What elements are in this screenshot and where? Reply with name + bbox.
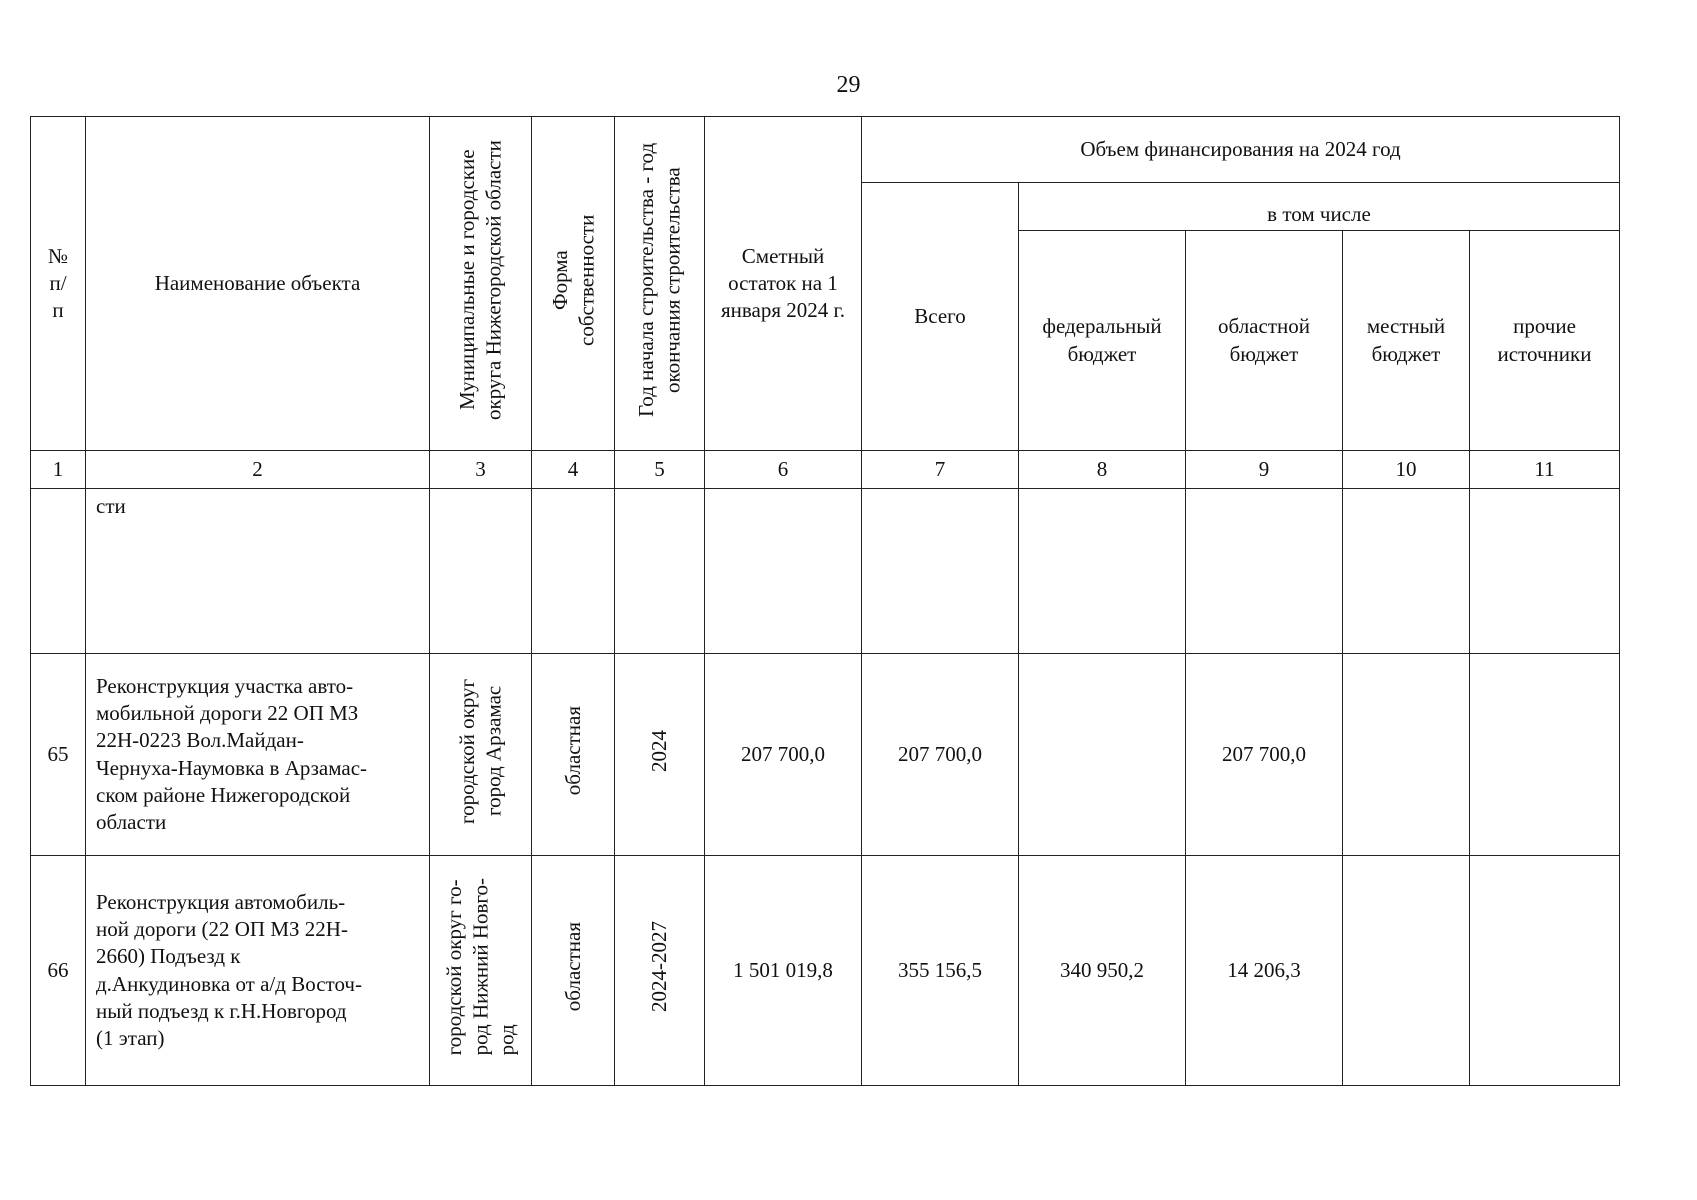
header-other-label: прочие источники [1497,314,1592,366]
header-including-group [1019,183,1620,231]
page-number: 29 [836,72,861,98]
continuation-cell [862,489,1019,654]
regional-value: 207 700,0 [1186,654,1343,856]
total-value: 207 700,0 [862,654,1019,856]
row-num: 66 [31,856,86,1086]
continuation-cell [430,489,532,654]
column-number: 7 [862,451,1019,489]
years-cell [615,856,705,1086]
header-regional [1186,231,1343,451]
column-numbers-row [31,451,1620,489]
continuation-cell [532,489,615,654]
ownership-cell [532,654,615,856]
table-row [31,856,1620,1086]
header-years [615,117,705,451]
continuation-cell [1470,489,1620,654]
row-num: 65 [31,654,86,856]
years-cell [615,654,705,856]
column-number: 5 [615,451,705,489]
header-ownership [532,117,615,451]
header-local [1343,231,1470,451]
column-number: 2 [86,451,430,489]
header-num-label: № п/ п [47,243,69,323]
column-number: 4 [532,451,615,489]
object-name-text: Реконструкция автомобиль- ной дороги (22 ОП МЗ 22Н- 2660) Подъезд к д.Анкудиновка от а/д Восточ- ный подъезд к г.Н.Новгород (1 этап) [96,889,362,1051]
local-value [1343,856,1470,1086]
header-total-label: Всего [914,303,966,328]
continuation-num-cell [31,489,86,654]
continuation-row [31,489,1620,654]
header-funding-group-label: Объем финансирования на 2024 год [1080,136,1401,161]
continuation-cell [1019,489,1186,654]
header-name-label: Наименование объекта [154,270,361,295]
column-number: 1 [31,451,86,489]
header-estimate-label: Сметный остаток на 1 января 2024 г. [720,243,845,323]
municipality-cell [430,654,532,856]
header-estimate [705,117,862,451]
municipality-cell [430,856,532,1086]
construction-objects-table [30,116,1620,1086]
federal-value [1019,654,1186,856]
object-name [86,654,430,856]
estimate-value: 1 501 019,8 [705,856,862,1086]
header-local-label: местный бюджет [1366,314,1446,366]
column-number: 11 [1470,451,1620,489]
header-row-1 [31,117,1620,183]
municipality-text: городской округ го- род Нижний Новго- род [442,878,519,1056]
column-number: 3 [430,451,532,489]
header-name [86,117,430,451]
total-value: 355 156,5 [862,856,1019,1086]
header-funding-group [862,117,1620,183]
header-municipality [430,117,532,451]
continuation-cell [615,489,705,654]
header-ownership-label: Форма собственности [547,214,598,346]
column-number: 6 [705,451,862,489]
header-federal-label: федеральный бюджет [1042,314,1162,366]
column-number: 8 [1019,451,1186,489]
regional-value: 14 206,3 [1186,856,1343,1086]
header-num [31,117,86,451]
object-name-text: Реконструкция участка авто- мобильной дороги 22 ОП МЗ 22Н-0223 Вол.Майдан- Чернуха-Наумовка в Арзамас- ском районе Нижегородской области [96,673,368,835]
column-number: 10 [1343,451,1470,489]
municipality-text: городской округ город Арзамас [455,678,506,824]
header-total [862,183,1019,451]
column-number: 9 [1186,451,1343,489]
table-row [31,654,1620,856]
continuation-name-cell: сти [86,489,430,654]
header-regional-label: областной бюджет [1218,314,1310,366]
ownership-text: областная [560,706,585,796]
header-years-label: Год начала строительства - год окончания строительства [634,142,685,417]
federal-value: 340 950,2 [1019,856,1186,1086]
years-text: 2024 [647,729,672,772]
other-value [1470,856,1620,1086]
header-municipality-label: Муниципальные и городские округа Нижегородской области [455,139,506,420]
object-name [86,856,430,1086]
estimate-value: 207 700,0 [705,654,862,856]
continuation-cell [705,489,862,654]
continuation-cell [1186,489,1343,654]
header-other [1470,231,1620,451]
ownership-cell [532,856,615,1086]
header-including-group-label: в том числе [1267,201,1371,226]
local-value [1343,654,1470,856]
header-federal [1019,231,1186,451]
continuation-cell [1343,489,1470,654]
years-text: 2024-2027 [647,921,672,1013]
other-value [1470,654,1620,856]
ownership-text: областная [560,922,585,1012]
